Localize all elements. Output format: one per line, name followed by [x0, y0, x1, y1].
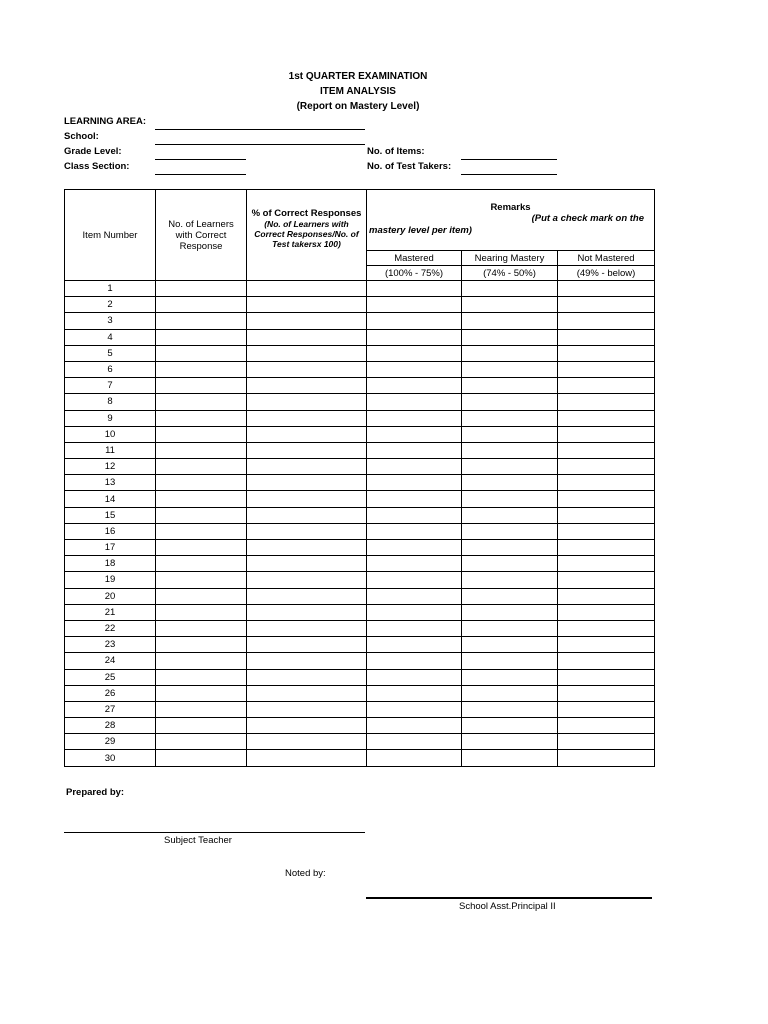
grade-level-line[interactable]: [155, 159, 246, 160]
item-number-cell: 1: [65, 281, 156, 297]
mastered-cell[interactable]: [367, 345, 462, 361]
mastered-cell[interactable]: [367, 637, 462, 653]
not-mastered-cell[interactable]: [558, 572, 655, 588]
mastered-cell[interactable]: [367, 491, 462, 507]
pct-correct-cell[interactable]: [247, 734, 367, 750]
item-number-cell: 13: [65, 475, 156, 491]
item-number-cell: 23: [65, 637, 156, 653]
not-mastered-cell[interactable]: [558, 426, 655, 442]
mastered-cell[interactable]: [367, 313, 462, 329]
not-mastered-cell[interactable]: [558, 378, 655, 394]
pct-correct-cell[interactable]: [247, 281, 367, 297]
nearing-mastery-cell[interactable]: [462, 507, 558, 523]
table-row: [65, 459, 655, 475]
mastered-cell[interactable]: [367, 475, 462, 491]
learners-correct-cell[interactable]: [156, 297, 247, 313]
pct-correct-cell[interactable]: [247, 459, 367, 475]
class-section-label: Class Section:: [64, 161, 130, 172]
mastered-cell[interactable]: [367, 361, 462, 377]
table-row: [65, 378, 655, 394]
learners-correct-cell[interactable]: [156, 523, 247, 539]
item-number-cell: 10: [65, 426, 156, 442]
learners-correct-cell[interactable]: [156, 588, 247, 604]
item-number-cell: 2: [65, 297, 156, 313]
item-number-cell: 18: [65, 556, 156, 572]
item-number-cell: 24: [65, 653, 156, 669]
pct-correct-note: (No. of Learners with Correct Responses/No. of Test takersx 100): [254, 219, 359, 249]
pct-correct-header: [247, 190, 367, 281]
table-row: [65, 297, 655, 313]
mastered-cell[interactable]: [367, 426, 462, 442]
not-mastered-cell[interactable]: [558, 620, 655, 636]
table-row: [65, 329, 655, 345]
not-mastered-cell[interactable]: [558, 475, 655, 491]
table-row: [65, 620, 655, 636]
not-mastered-cell[interactable]: [558, 685, 655, 701]
mastered-cell[interactable]: [367, 620, 462, 636]
not-mastered-cell[interactable]: [558, 637, 655, 653]
nearing-mastery-cell[interactable]: [462, 556, 558, 572]
learners-correct-cell[interactable]: [156, 604, 247, 620]
item-number-cell: 28: [65, 718, 156, 734]
item-analysis-table: [64, 189, 655, 767]
pct-correct-cell[interactable]: [247, 701, 367, 717]
pct-correct-cell[interactable]: [247, 572, 367, 588]
mastered-cell[interactable]: [367, 588, 462, 604]
learners-correct-cell[interactable]: [156, 475, 247, 491]
not-mastered-range: (49% - below): [558, 266, 655, 281]
learners-correct-cell[interactable]: [156, 491, 247, 507]
not-mastered-cell[interactable]: [558, 507, 655, 523]
pct-correct-cell[interactable]: [247, 556, 367, 572]
pct-correct-cell[interactable]: [247, 361, 367, 377]
nearing-mastery-cell[interactable]: [462, 410, 558, 426]
item-number-cell: 6: [65, 361, 156, 377]
nearing-mastery-range: (74% - 50%): [462, 266, 558, 281]
learners-correct-cell[interactable]: [156, 507, 247, 523]
mastered-cell[interactable]: [367, 523, 462, 539]
mastered-cell[interactable]: [367, 701, 462, 717]
table-row: [65, 701, 655, 717]
learners-correct-cell[interactable]: [156, 718, 247, 734]
not-mastered-cell[interactable]: [558, 588, 655, 604]
mastered-cell[interactable]: [367, 556, 462, 572]
learners-correct-cell[interactable]: [156, 620, 247, 636]
report-subtitle: (Report on Mastery Level): [296, 101, 420, 112]
nearing-mastery-cell[interactable]: [462, 475, 558, 491]
nearing-mastery-cell[interactable]: [462, 637, 558, 653]
nearing-mastery-cell[interactable]: [462, 313, 558, 329]
mastered-cell[interactable]: [367, 604, 462, 620]
learners-correct-cell[interactable]: [156, 394, 247, 410]
mastered-cell[interactable]: [367, 572, 462, 588]
nearing-mastery-header: Nearing Mastery: [462, 251, 558, 266]
table-row: [65, 394, 655, 410]
remarks-header: [367, 190, 655, 251]
learners-correct-cell[interactable]: [156, 329, 247, 345]
mastered-cell[interactable]: [367, 297, 462, 313]
nearing-mastery-cell[interactable]: [462, 701, 558, 717]
not-mastered-cell[interactable]: [558, 442, 655, 458]
learners-correct-cell[interactable]: [156, 572, 247, 588]
learners-correct-cell[interactable]: [156, 540, 247, 556]
not-mastered-cell[interactable]: [558, 669, 655, 685]
mastered-cell[interactable]: [367, 329, 462, 345]
pct-correct-cell[interactable]: [247, 604, 367, 620]
nearing-mastery-cell[interactable]: [462, 540, 558, 556]
nearing-mastery-cell[interactable]: [462, 281, 558, 297]
learners-correct-cell[interactable]: [156, 653, 247, 669]
learning-area-line[interactable]: [155, 129, 365, 130]
not-mastered-cell[interactable]: [558, 394, 655, 410]
not-mastered-cell[interactable]: [558, 361, 655, 377]
nearing-mastery-cell[interactable]: [462, 378, 558, 394]
item-number-cell: 4: [65, 329, 156, 345]
mastered-header: Mastered: [367, 251, 462, 266]
mastered-cell[interactable]: [367, 281, 462, 297]
no-of-test-takers-label: No. of Test Takers:: [367, 161, 452, 172]
table-row: [65, 507, 655, 523]
nearing-mastery-cell[interactable]: [462, 685, 558, 701]
pct-correct-cell[interactable]: [247, 329, 367, 345]
noted-by-label: Noted by:: [285, 868, 326, 879]
item-number-header: Item Number: [65, 190, 156, 281]
item-number-cell: 15: [65, 507, 156, 523]
learners-correct-cell[interactable]: [156, 637, 247, 653]
learners-correct-cell[interactable]: [156, 442, 247, 458]
learners-correct-cell[interactable]: [156, 345, 247, 361]
item-number-cell: 26: [65, 685, 156, 701]
item-number-cell: 11: [65, 442, 156, 458]
not-mastered-cell[interactable]: [558, 556, 655, 572]
not-mastered-cell[interactable]: [558, 281, 655, 297]
learners-correct-cell[interactable]: [156, 734, 247, 750]
remarks-note-b: mastery level per item): [369, 225, 472, 236]
pct-correct-cell[interactable]: [247, 523, 367, 539]
exam-title: 1st QUARTER EXAMINATION: [288, 71, 428, 82]
nearing-mastery-cell[interactable]: [462, 442, 558, 458]
learners-correct-cell[interactable]: [156, 378, 247, 394]
nearing-mastery-cell[interactable]: [462, 297, 558, 313]
nearing-mastery-cell[interactable]: [462, 329, 558, 345]
item-number-cell: 27: [65, 701, 156, 717]
pct-correct-cell[interactable]: [247, 620, 367, 636]
table-row: [65, 685, 655, 701]
not-mastered-cell[interactable]: [558, 540, 655, 556]
learners-correct-cell[interactable]: [156, 313, 247, 329]
table-row: [65, 718, 655, 734]
mastered-cell[interactable]: [367, 378, 462, 394]
pct-correct-cell[interactable]: [247, 685, 367, 701]
table-row: [65, 491, 655, 507]
mastered-cell[interactable]: [367, 540, 462, 556]
nearing-mastery-cell[interactable]: [462, 523, 558, 539]
no-of-items-label: No. of Items:: [367, 146, 425, 157]
nearing-mastery-cell[interactable]: [462, 394, 558, 410]
pct-correct-cell[interactable]: [247, 750, 367, 766]
not-mastered-cell[interactable]: [558, 718, 655, 734]
table-row: [65, 523, 655, 539]
mastered-range: (100% - 75%): [367, 266, 462, 281]
mastered-cell[interactable]: [367, 750, 462, 766]
table-row: [65, 426, 655, 442]
mastered-cell[interactable]: [367, 669, 462, 685]
nearing-mastery-cell[interactable]: [462, 459, 558, 475]
remarks-title: Remarks: [490, 202, 531, 213]
principal-signature-line[interactable]: [366, 897, 652, 899]
pct-correct-title: % of Correct Responses: [251, 208, 362, 219]
nearing-mastery-cell[interactable]: [462, 572, 558, 588]
nearing-mastery-cell[interactable]: [462, 734, 558, 750]
nearing-mastery-cell[interactable]: [462, 669, 558, 685]
learners-correct-cell[interactable]: [156, 426, 247, 442]
table-row: [65, 345, 655, 361]
mastered-cell[interactable]: [367, 718, 462, 734]
pct-correct-cell[interactable]: [247, 653, 367, 669]
learners-correct-cell[interactable]: [156, 410, 247, 426]
no-of-items-line[interactable]: [461, 159, 557, 160]
grade-level-label: Grade Level:: [64, 146, 122, 157]
table-row: [65, 750, 655, 766]
item-number-cell: 25: [65, 669, 156, 685]
mastered-cell[interactable]: [367, 410, 462, 426]
subject-teacher-signature-line[interactable]: [64, 832, 365, 833]
mastered-cell[interactable]: [367, 653, 462, 669]
mastered-cell[interactable]: [367, 394, 462, 410]
pct-correct-cell[interactable]: [247, 394, 367, 410]
table-row: [65, 361, 655, 377]
pct-correct-cell[interactable]: [247, 345, 367, 361]
item-number-cell: 3: [65, 313, 156, 329]
nearing-mastery-cell[interactable]: [462, 718, 558, 734]
item-number-cell: 21: [65, 604, 156, 620]
learning-area-label: LEARNING AREA:: [64, 116, 146, 127]
nearing-mastery-cell[interactable]: [462, 653, 558, 669]
nearing-mastery-cell[interactable]: [462, 750, 558, 766]
pct-correct-cell[interactable]: [247, 426, 367, 442]
learners-correct-cell[interactable]: [156, 361, 247, 377]
table-row: [65, 313, 655, 329]
nearing-mastery-cell[interactable]: [462, 426, 558, 442]
pct-correct-cell[interactable]: [247, 475, 367, 491]
item-number-cell: 30: [65, 750, 156, 766]
item-number-cell: 5: [65, 345, 156, 361]
learners-correct-cell[interactable]: [156, 750, 247, 766]
nearing-mastery-cell[interactable]: [462, 620, 558, 636]
pct-correct-cell[interactable]: [247, 491, 367, 507]
learners-correct-cell[interactable]: [156, 281, 247, 297]
table-row: [65, 442, 655, 458]
mastered-cell[interactable]: [367, 685, 462, 701]
item-number-cell: 9: [65, 410, 156, 426]
nearing-mastery-cell[interactable]: [462, 491, 558, 507]
table-row: [65, 588, 655, 604]
not-mastered-cell[interactable]: [558, 459, 655, 475]
not-mastered-cell[interactable]: [558, 734, 655, 750]
not-mastered-cell[interactable]: [558, 297, 655, 313]
table-row: [65, 410, 655, 426]
item-number-cell: 7: [65, 378, 156, 394]
mastered-cell[interactable]: [367, 507, 462, 523]
learners-correct-header: No. of Learners with Correct Response: [156, 190, 247, 281]
pct-correct-cell[interactable]: [247, 669, 367, 685]
not-mastered-header: Not Mastered: [558, 251, 655, 266]
not-mastered-cell[interactable]: [558, 345, 655, 361]
table-row: [65, 475, 655, 491]
table-row: [65, 572, 655, 588]
pct-correct-cell[interactable]: [247, 718, 367, 734]
item-number-cell: 17: [65, 540, 156, 556]
nearing-mastery-cell[interactable]: [462, 588, 558, 604]
item-number-cell: 22: [65, 620, 156, 636]
mastered-cell[interactable]: [367, 442, 462, 458]
item-number-cell: 12: [65, 459, 156, 475]
not-mastered-cell[interactable]: [558, 313, 655, 329]
not-mastered-cell[interactable]: [558, 523, 655, 539]
not-mastered-cell[interactable]: [558, 701, 655, 717]
item-number-cell: 8: [65, 394, 156, 410]
principal-label: School Asst.Principal II: [459, 901, 556, 912]
not-mastered-cell[interactable]: [558, 750, 655, 766]
not-mastered-cell[interactable]: [558, 491, 655, 507]
table-row: [65, 637, 655, 653]
table-row: [65, 281, 655, 297]
no-of-test-takers-line[interactable]: [461, 174, 557, 175]
learners-correct-cell[interactable]: [156, 685, 247, 701]
learners-correct-cell[interactable]: [156, 556, 247, 572]
pct-correct-cell[interactable]: [247, 540, 367, 556]
learners-correct-cell[interactable]: [156, 701, 247, 717]
table-row: [65, 734, 655, 750]
learners-correct-cell[interactable]: [156, 669, 247, 685]
item-analysis-title: ITEM ANALYSIS: [320, 86, 396, 97]
mastered-cell[interactable]: [367, 734, 462, 750]
nearing-mastery-cell[interactable]: [462, 361, 558, 377]
pct-correct-cell[interactable]: [247, 637, 367, 653]
subject-teacher-label: Subject Teacher: [164, 835, 232, 846]
nearing-mastery-cell[interactable]: [462, 345, 558, 361]
school-line[interactable]: [155, 144, 365, 145]
item-number-cell: 20: [65, 588, 156, 604]
table-row: [65, 556, 655, 572]
pct-correct-cell[interactable]: [247, 507, 367, 523]
class-section-line[interactable]: [155, 174, 246, 175]
pct-correct-cell[interactable]: [247, 378, 367, 394]
pct-correct-cell[interactable]: [247, 442, 367, 458]
item-number-cell: 29: [65, 734, 156, 750]
learners-correct-cell[interactable]: [156, 459, 247, 475]
pct-correct-cell[interactable]: [247, 297, 367, 313]
pct-correct-cell[interactable]: [247, 410, 367, 426]
remarks-note-a: (Put a check mark on the: [531, 213, 645, 224]
table-row: [65, 540, 655, 556]
not-mastered-cell[interactable]: [558, 329, 655, 345]
prepared-by-label: Prepared by:: [66, 787, 125, 798]
not-mastered-cell[interactable]: [558, 653, 655, 669]
table-row: [65, 604, 655, 620]
table-row: [65, 653, 655, 669]
pct-correct-cell[interactable]: [247, 588, 367, 604]
item-number-cell: 16: [65, 523, 156, 539]
pct-correct-cell[interactable]: [247, 313, 367, 329]
not-mastered-cell[interactable]: [558, 410, 655, 426]
not-mastered-cell[interactable]: [558, 604, 655, 620]
item-number-cell: 14: [65, 491, 156, 507]
mastered-cell[interactable]: [367, 459, 462, 475]
nearing-mastery-cell[interactable]: [462, 604, 558, 620]
item-number-cell: 19: [65, 572, 156, 588]
table-row: [65, 669, 655, 685]
school-label: School:: [64, 131, 99, 142]
